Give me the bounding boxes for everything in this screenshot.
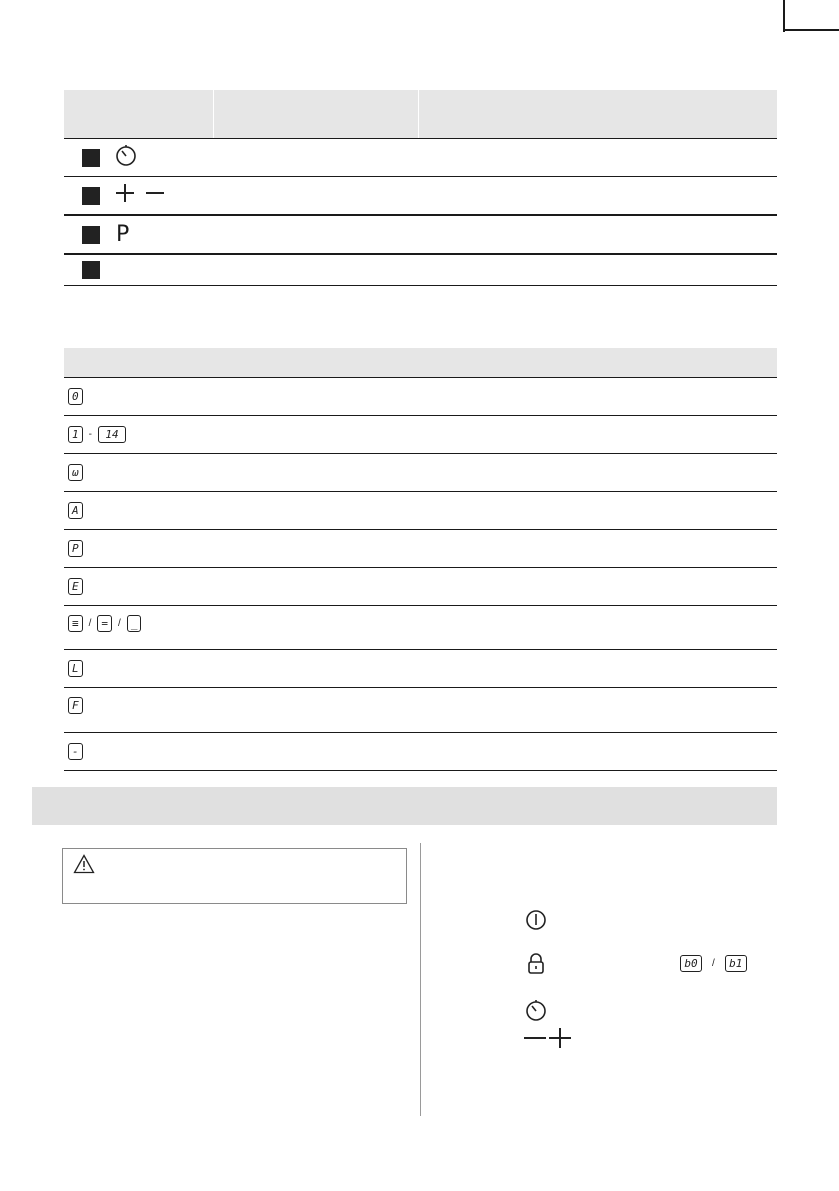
separator: - (88, 429, 92, 440)
display-symbol: F (68, 697, 83, 714)
table-header (64, 348, 777, 378)
display-symbol: 14 (98, 426, 126, 443)
table-row (64, 416, 777, 454)
display-symbol: A (68, 502, 83, 519)
table-row (64, 454, 777, 492)
display-symbol: b1 (725, 955, 747, 972)
lock-display-values (680, 955, 747, 972)
lock-icon (526, 953, 546, 980)
display-symbol: = (97, 615, 112, 632)
separator: / (118, 618, 121, 629)
table-row (64, 255, 777, 286)
timer-icon (114, 143, 138, 172)
display-symbol: L (68, 660, 83, 677)
minus-icon (144, 182, 166, 209)
on-off-icon (525, 908, 547, 937)
display-symbol: _ (127, 615, 142, 632)
table-row (64, 177, 777, 216)
black-square-marker (82, 187, 100, 205)
table-header (64, 90, 777, 139)
section-heading-bar (32, 787, 777, 825)
page-corner-mark (783, 0, 785, 32)
timer-icon (524, 998, 548, 1027)
display-symbol: P (68, 540, 83, 557)
display-symbol: b0 (680, 955, 702, 972)
table-row (64, 378, 777, 416)
display-symbol: 1 (68, 426, 83, 443)
warning-box (62, 848, 407, 904)
black-square-marker (82, 226, 100, 244)
display-symbol: ≡ (68, 615, 83, 632)
minus-plus-icon (522, 1026, 574, 1055)
table-row (64, 606, 777, 650)
display-symbol: 0 (68, 388, 83, 405)
table-row (64, 688, 777, 733)
plus-icon (114, 182, 136, 209)
black-square-marker (82, 261, 100, 279)
display-table (64, 348, 777, 771)
column-divider (420, 843, 421, 1116)
table-row (64, 492, 777, 530)
table-row (64, 216, 777, 255)
controls-table (64, 90, 777, 286)
table-row (64, 650, 777, 688)
display-symbol: - (68, 743, 83, 760)
p-symbol: P (116, 222, 130, 247)
table-row (64, 530, 777, 568)
display-symbol: E (68, 578, 83, 595)
separator: / (712, 958, 715, 969)
table-row (64, 568, 777, 606)
warning-icon (73, 854, 95, 879)
black-square-marker (82, 149, 100, 167)
table-row (64, 733, 777, 771)
table-row (64, 139, 777, 177)
display-symbol: ω (68, 464, 83, 481)
separator: / (88, 618, 92, 629)
